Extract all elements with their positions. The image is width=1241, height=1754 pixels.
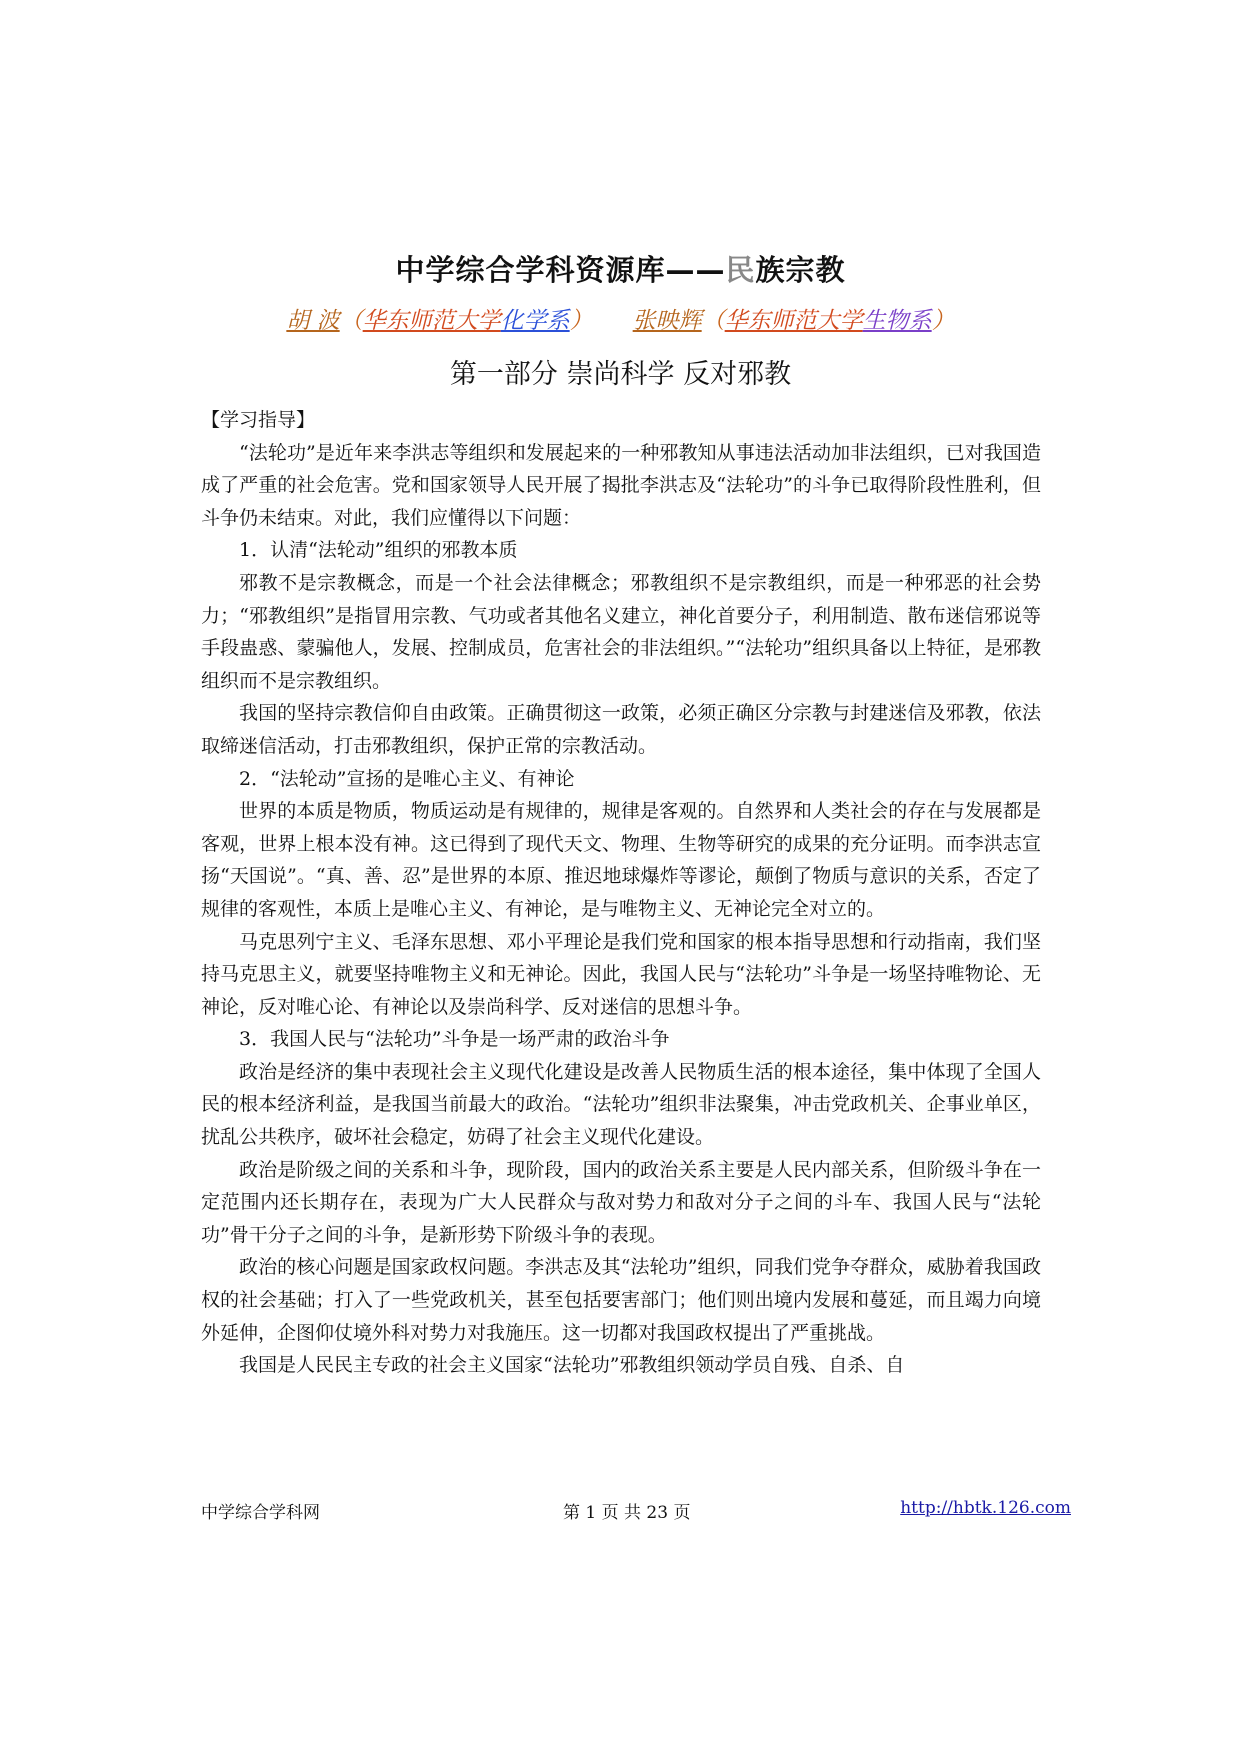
heading-2: 2．“法轮动”宣扬的是唯心主义、有神论: [239, 767, 575, 790]
page-footer: [201, 1498, 1071, 1522]
paragraph-2: 邪教不是宗教概念，而是一个社会法律概念；邪教组织不是宗教组织，而是一种邪恶的社会势力；“邪教组织”是指冒用宗教、气功或者其他名义建立，神化首要分子，利用制造、散布迷信邪说等手段蛊惑、蒙骗他人，发展、控制成员，危害社会的非法组织。”“法轮功”组织具备以上特征，是邪教组织而不是宗教组织。: [201, 571, 1041, 692]
authors-line: [0, 302, 1241, 335]
heading-1: 1．认清“法轮动”组织的邪教本质: [239, 539, 518, 562]
paragraph-3: 我国的坚持宗教信仰自由政策。正确贯彻这一政策，必须正确区分宗教与封建迷信及邪教，依法取缔迷信活动，打击邪教组织，保护正常的宗教活动。: [201, 702, 1041, 757]
author-2-name[interactable]: 张映辉: [632, 308, 702, 334]
paren-close-2: ）: [931, 308, 955, 334]
paragraph-8: 政治的核心问题是国家政权问题。李洪志及其“法轮功”组织，同我们党争夺群众，威胁着我国政权的社会基础；打入了一些党政机关，甚至包括要害部门；他们则出境内发展和蔓延，而且竭力向境外延伸，企图仰仗境外科对势力对我施压。这一切都对我国政权提出了严重挑战。: [201, 1256, 1041, 1344]
paragraph-6: 政治是经济的集中表现社会主义现代化建设是改善人民物质生活的根本途径，集中体现了全国人民的根本经济利益，是我国当前最大的政治。“法轮功”组织非法聚集，冲击党政机关、企事业单区，扰乱公共秩序，破坏社会稳定，妨碍了社会主义现代化建设。: [201, 1060, 1041, 1149]
author-1-university-link[interactable]: 华东师范大学: [362, 308, 501, 334]
paragraph-7: 政治是阶级之间的关系和斗争，现阶段，国内的政治关系主要是人民内部关系，但阶级斗争在一定范围内还长期存在，表现为广大人民群众与敌对势力和敌对分子之间的斗车、我国人民与“法轮功”骨干分子之间的斗争，是新形势下阶级斗争的表现。: [201, 1158, 1041, 1246]
paren-close: ）: [569, 308, 593, 334]
guide-label: 【学习指导】: [201, 409, 316, 431]
document-title: [0, 248, 1241, 289]
paren-open-2: （: [701, 308, 725, 334]
section-title: 第一部分 崇尚科学 反对邪教: [449, 359, 792, 390]
paragraph-9: 我国是人民民主专政的社会主义国家“法轮功”邪教组织领动学员自残、自杀、自: [239, 1354, 905, 1377]
title-main: 中学综合学科资源库——: [395, 253, 726, 287]
paren-open: （: [339, 308, 363, 334]
title-end: 族宗教: [755, 253, 846, 287]
footer-page-number: 第 1 页 共 23 页: [563, 1503, 691, 1523]
author-2-university-link[interactable]: 华东师范大学: [724, 308, 863, 334]
heading-3: 3．我国人民与“法轮功”斗争是一场严肃的政治斗争: [239, 1028, 670, 1051]
author-1-name[interactable]: 胡 波: [286, 308, 340, 334]
paragraph-4: 世界的本质是物质，物质运动是有规律的，规律是客观的。自然界和人类社会的存在与发展都是客观，世界上根本没有神。这已得到了现代天文、物理、生物等研究的成果的充分证明。而李洪志宣扬“天国说”。“真、善、忍”是世界的本原、推迟地球爆炸等谬论，颠倒了物质与意识的关系，否定了规律的客观性，本质上是唯心主义、有神论，是与唯物主义、无神论完全对立的。: [201, 800, 1041, 920]
author-1-department-link[interactable]: 化学系: [500, 308, 570, 334]
footer-site-name: 中学综合学科网: [201, 1503, 320, 1523]
paragraph-intro: “法轮功”是近年来李洪志等组织和发展起来的一种邪教知从事违法活动加非法组织，已对我国造成了严重的社会危害。党和国家领导人民开展了揭批李洪志及“法轮功”的斗争已取得阶段性胜利，但斗争仍未结束。对此，我们应懂得以下问题：: [201, 441, 1041, 529]
title-highlight: 民: [725, 253, 756, 287]
document-body: [201, 404, 1041, 1382]
paragraph-5: 马克思列宁主义、毛泽东思想、邓小平理论是我们党和国家的根本指导思想和行动指南，我们坚持马克思主义，就要坚持唯物主义和无神论。因此，我国人民与“法轮功”斗争是一场坚持唯物论、无神论，反对唯心论、有神论以及崇尚科学、反对迷信的思想斗争。: [201, 930, 1041, 1018]
footer-url-link[interactable]: http://hbtk.126.com: [900, 1498, 1071, 1518]
author-2-department-link[interactable]: 生物系: [862, 308, 932, 334]
